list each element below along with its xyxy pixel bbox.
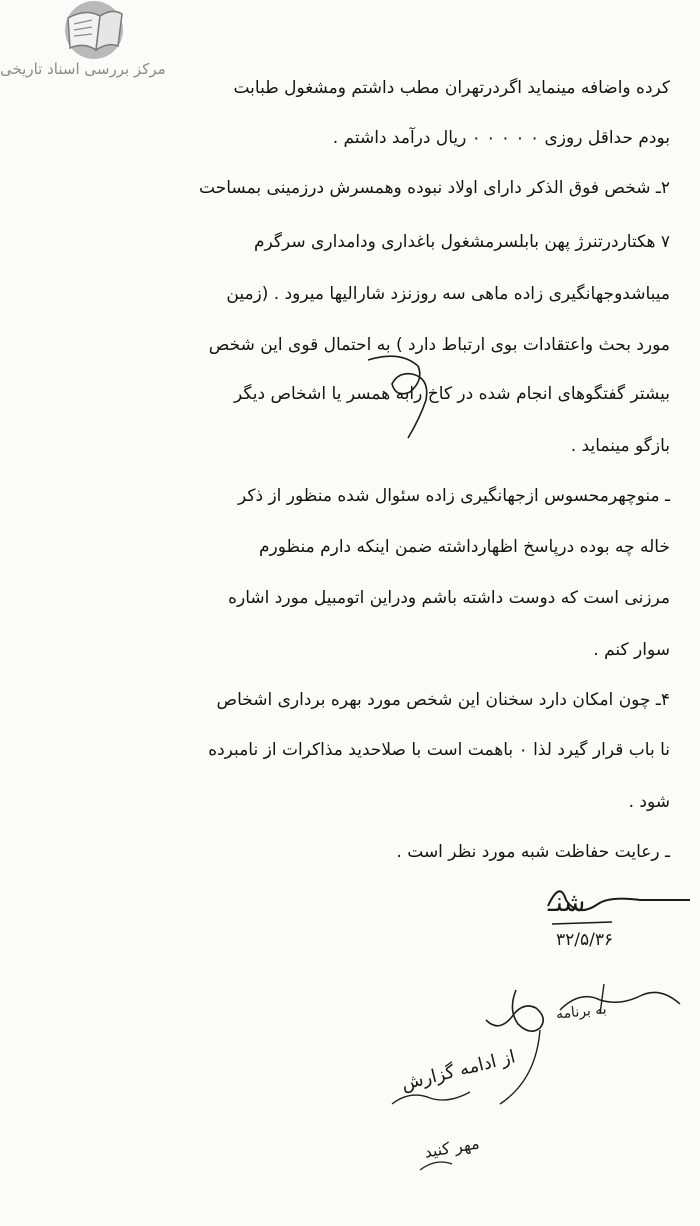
- doc-line-6: مورد بحث واعتقادات بوی ارتباط دارد ) به احتمال قوی این شخص: [208, 335, 670, 355]
- doc-line-7: بیشتر گفتگوهای انجام شده در کاخ رابه همسر یا اشخاص دیگر: [233, 384, 670, 404]
- archive-watermark-text: مرکز بررسی اسناد تاریخی: [0, 60, 166, 78]
- margin-note-3: مهر کنید: [422, 1133, 481, 1162]
- signature-initials: شنـ: [548, 888, 586, 918]
- doc-line-1: کرده واضافه مینماید اگردرتهران مطب داشتم ومشغول طبابت: [233, 78, 670, 98]
- doc-line-11: مرزنی است که دوست داشته باشم ودراین اتومبیل مورد اشاره: [228, 588, 670, 608]
- signature-date: ۳۲/۵/۳۶: [556, 930, 614, 950]
- doc-line-12: سوار کنم .: [593, 640, 670, 660]
- doc-line-9: ـ منوچهرمحسوس ازجهانگیری زاده سئوال شده منظور از ذکر: [238, 486, 670, 506]
- doc-line-2: بودم حداقل روزی ۰ ۰ ۰ ۰ ۰ ریال درآمد داشتم .: [332, 128, 670, 148]
- doc-line-14: نا باب قرار گیرد لذا ۰ باهمت است با صلاحدید مذاکرات از نامبرده: [208, 740, 670, 760]
- margin-note-2: از ادامه گزارش: [399, 1046, 518, 1095]
- doc-line-16: ـ رعایت حفاظت شبه مورد نظر است .: [396, 842, 670, 862]
- doc-line-13: ۴ـ چون امکان دارد سخنان این شخص مورد بهره برداری اشخاص: [216, 690, 670, 710]
- doc-line-3: ۲ـ شخص فوق الذکر دارای اولاد نبوده وهمسرش درزمینی بمساحت: [199, 178, 670, 198]
- doc-line-5: میباشدوجهانگیری زاده ماهی سه روزنزد شارالیها میرود . (زمین: [226, 284, 670, 304]
- doc-line-15: شود .: [628, 792, 670, 812]
- doc-line-4: ۷ هکتاردرتنرژ پهن بابلسرمشغول باغداری ودامداری سرگرم: [254, 232, 670, 252]
- margin-note-1: به برنامه: [555, 1001, 608, 1023]
- doc-line-8: بازگو مینماید .: [570, 436, 670, 456]
- doc-line-10: خاله چه بوده درپاسخ اظهارداشته ضمن اینکه دارم منظورم: [258, 537, 670, 557]
